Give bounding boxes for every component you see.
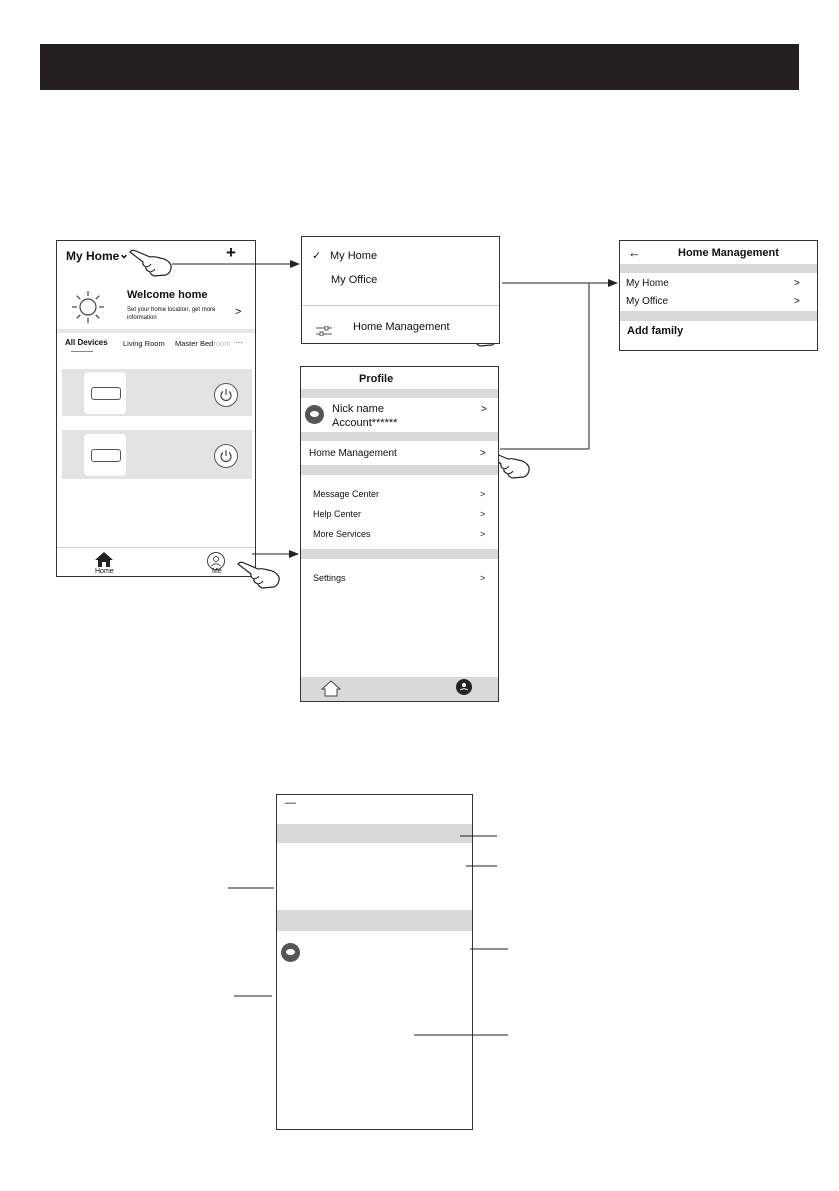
home-outline-icon[interactable]	[321, 680, 341, 702]
tab-all-devices[interactable]: All Devices	[65, 338, 108, 347]
home-item-label[interactable]: My Home	[626, 278, 669, 289]
home-dropdown-menu	[301, 236, 500, 344]
section-band	[277, 910, 472, 931]
profile-message-center-chevron[interactable]: >	[480, 489, 486, 499]
divider	[57, 329, 255, 333]
section-band	[301, 432, 498, 441]
pointing-hand-icon	[236, 560, 282, 590]
profile-icon[interactable]	[456, 679, 472, 695]
home-item-chevron[interactable]: >	[794, 278, 800, 289]
profile-help-center[interactable]: Help Center	[313, 509, 362, 519]
plus-icon[interactable]: +	[226, 243, 236, 262]
welcome-subtitle-line2: information	[127, 315, 157, 321]
section-band	[301, 465, 498, 475]
avatar[interactable]	[281, 943, 300, 962]
profile-screen	[300, 366, 499, 702]
nav-me-label[interactable]: Me	[212, 568, 222, 575]
profile-account: Account******	[332, 417, 398, 429]
profile-more-services[interactable]: More Services	[313, 529, 371, 539]
air-conditioner-icon	[84, 372, 126, 414]
home-management-title: Home Management	[678, 247, 779, 259]
home-screen	[56, 240, 256, 577]
section-band	[277, 824, 472, 843]
power-icon[interactable]	[214, 383, 238, 407]
welcome-subtitle-line1: Set your home location, get more	[127, 307, 216, 313]
avatar[interactable]	[305, 405, 324, 424]
profile-message-center[interactable]: Message Center	[313, 489, 380, 499]
more-tabs-icon[interactable]: ···	[235, 338, 243, 347]
add-family-button[interactable]: Add family	[627, 325, 684, 337]
profile-settings-chevron[interactable]: >	[480, 573, 486, 583]
profile-settings[interactable]: Settings	[313, 573, 346, 583]
dropdown-item-my-office[interactable]: My Office	[331, 274, 378, 286]
profile-nick-chevron[interactable]: >	[481, 404, 487, 415]
dropdown-home-management[interactable]: Home Management	[353, 321, 450, 333]
dropdown-item-my-home[interactable]: My Home	[330, 250, 378, 262]
air-conditioner-icon	[84, 434, 126, 476]
nav-home-label[interactable]: Home	[95, 568, 114, 575]
section-band	[620, 264, 817, 273]
check-icon: ✓	[312, 250, 322, 262]
home-item-chevron[interactable]: >	[794, 296, 800, 307]
bottom-nav-divider	[57, 547, 255, 548]
home-title[interactable]: My Home	[66, 249, 120, 263]
profile-help-center-chevron[interactable]: >	[480, 509, 486, 519]
profile-title: Profile	[359, 373, 394, 385]
profile-nick-name[interactable]: Nick name	[332, 403, 384, 415]
tab-living-room[interactable]: Living Room	[123, 339, 165, 348]
tab-master-bedroom[interactable]: Master Bedroom	[175, 339, 231, 348]
annotated-profile-screen	[276, 794, 473, 1130]
pointing-hand-icon	[128, 248, 174, 278]
back-mark[interactable]: —	[285, 797, 296, 809]
back-arrow-icon[interactable]: ←	[628, 245, 641, 260]
power-icon[interactable]	[214, 444, 238, 468]
divider	[302, 305, 499, 306]
sun-icon	[70, 289, 106, 325]
section-band	[620, 311, 817, 321]
section-band	[301, 389, 498, 398]
welcome-chevron[interactable]: >	[235, 306, 242, 318]
profile-home-management-chevron[interactable]: >	[480, 448, 486, 459]
home-management-screen	[619, 240, 818, 351]
device-card[interactable]	[62, 369, 252, 416]
device-card[interactable]	[62, 430, 252, 479]
welcome-title: Welcome home	[127, 289, 208, 301]
profile-more-services-chevron[interactable]: >	[480, 529, 486, 539]
profile-home-management[interactable]: Home Management	[309, 448, 397, 459]
section-header-bar	[40, 44, 799, 90]
section-band	[301, 549, 498, 559]
home-item-label[interactable]: My Office	[626, 296, 669, 307]
sliders-icon	[316, 323, 332, 341]
chevron-down-icon[interactable]: ⌄	[119, 247, 130, 261]
tab-underline	[71, 351, 93, 352]
